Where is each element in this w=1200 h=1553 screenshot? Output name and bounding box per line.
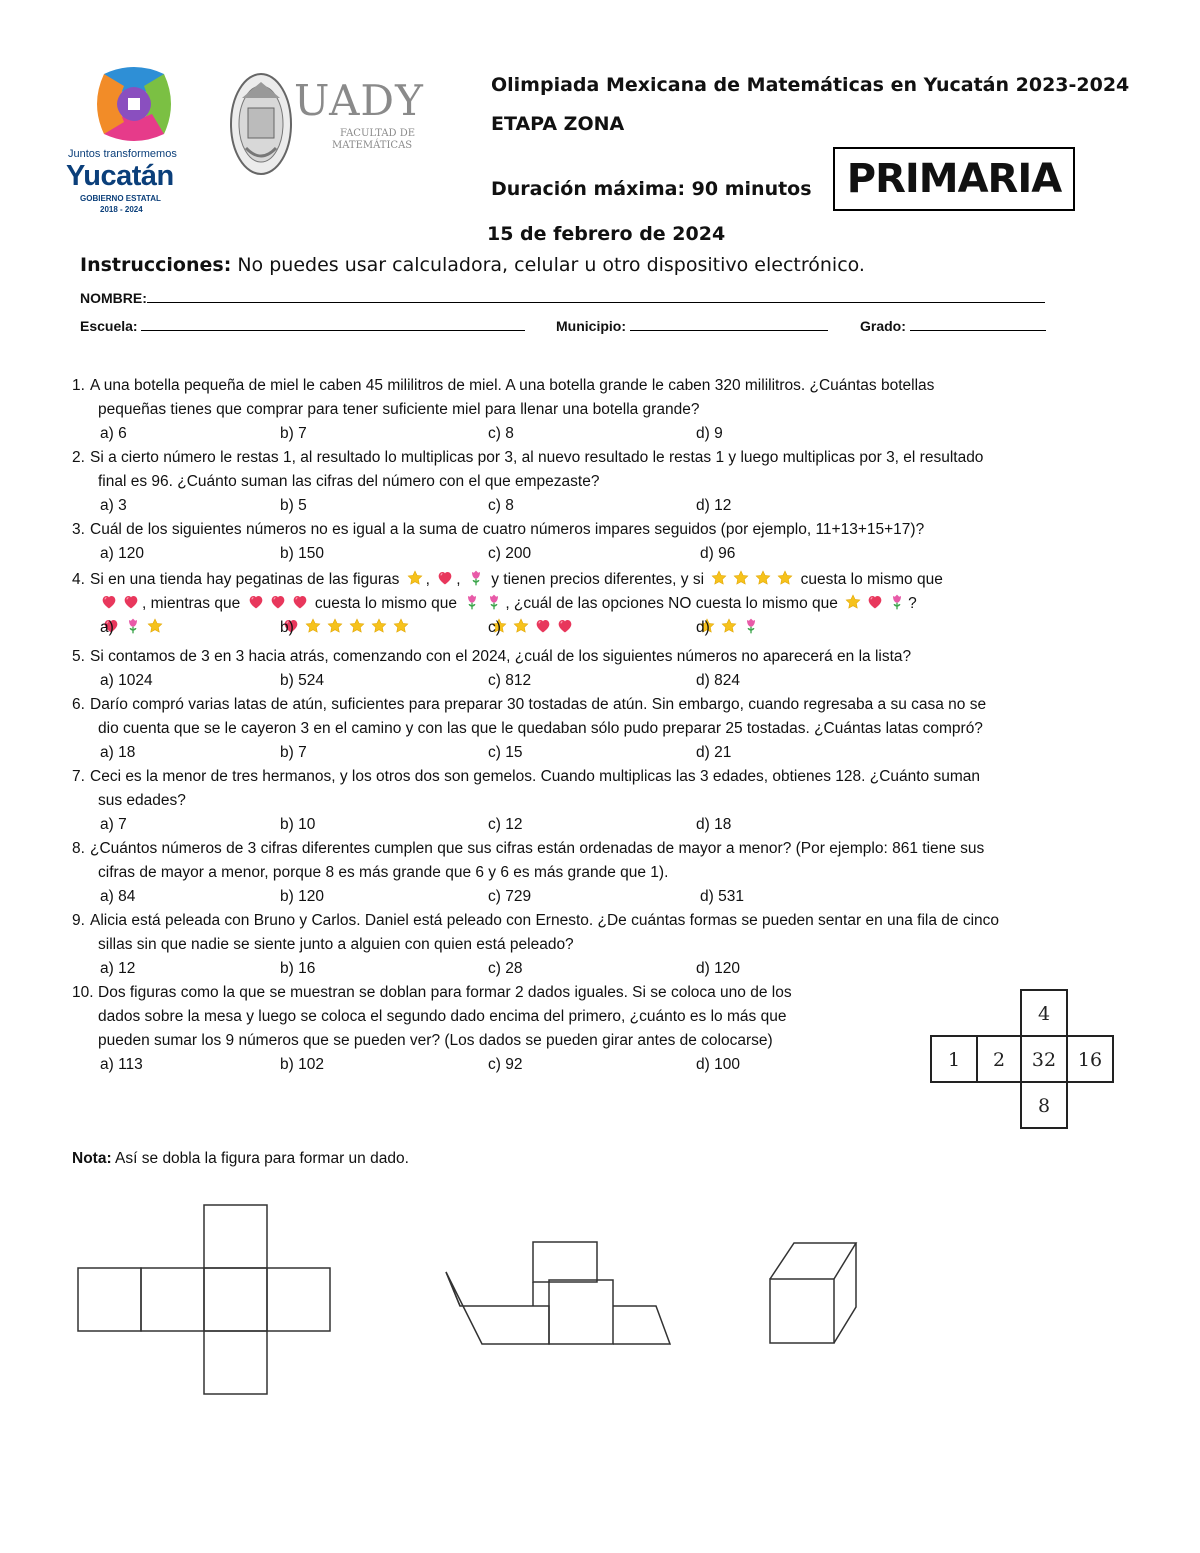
- star-icon: [721, 618, 737, 634]
- option-a[interactable]: a) 12: [100, 960, 136, 977]
- instructions-text: No puedes usar calculadora, celular u otro dispositivo electrónico.: [231, 254, 865, 276]
- note-text: Así se dobla la figura para formar un dado.: [111, 1150, 409, 1167]
- option-b[interactable]: b) 7: [280, 744, 307, 761]
- yucatan-gov: GOBIERNO ESTATAL: [80, 194, 161, 203]
- option-a[interactable]: a) 18: [100, 744, 136, 761]
- question-text: pequeñas tienes que comprar para tener suficiente miel para llenar una botella grande?: [98, 401, 700, 418]
- level-label: PRIMARIA: [846, 156, 1062, 202]
- question-text: Ceci es la menor de tres hermanos, y los otros dos son gemelos. Cuando multiplicas las 3 edades, obtienes 128. ¿Cuánto suman: [90, 768, 981, 785]
- option-c[interactable]: c) 12: [488, 816, 523, 833]
- question-text: pueden sumar los 9 números que se pueden ver? (Los dados se pueden girar antes de colocarse): [98, 1032, 773, 1049]
- flower-icon: [468, 570, 484, 586]
- school-label: Escuela:: [80, 318, 138, 334]
- star-icon: [845, 594, 861, 610]
- question-text: Dos figuras como la que se muestran se doblan para formar 2 dados iguales. Si se coloca uno de los: [98, 984, 792, 1001]
- option-d[interactable]: d) 120: [696, 960, 740, 977]
- star-icon: [305, 618, 321, 634]
- option-d[interactable]: d) 18: [696, 816, 732, 833]
- question-text: dio cuenta que se le cayeron 3 en el camino y con las que le quedaban sólo pudo preparar 25 tostadas. ¿Cuántas latas compró?: [98, 720, 983, 737]
- instructions-label: Instrucciones:: [80, 254, 232, 276]
- flower-icon: [125, 618, 141, 634]
- question-10: [72, 981, 912, 1077]
- option-c[interactable]: c) 8: [488, 425, 514, 442]
- name-label: NOMBRE:: [80, 290, 147, 306]
- folded-cube-diagram: [768, 1241, 860, 1347]
- star-icon: [755, 570, 771, 586]
- die-net-figure: [928, 987, 1118, 1133]
- star-icon: [349, 618, 365, 634]
- question-text: Si a cierto número le restas 1, al resultado lo multiplicas por 3, al nuevo resultado le restas 1 y luego multiplicas por 3, el resultado: [90, 449, 984, 466]
- option-a[interactable]: a) 1024: [100, 672, 153, 689]
- uady-seal-icon: [228, 68, 294, 180]
- heart-icon: [437, 570, 453, 586]
- exam-title: Olimpiada Mexicana de Matemáticas en Yucatán 2023-2024: [491, 74, 1130, 96]
- exam-date: 15 de febrero de 2024: [487, 223, 726, 245]
- yucatan-tagline: Juntos transformemos: [68, 148, 177, 160]
- star-icon: [513, 618, 529, 634]
- star-icon: [711, 570, 727, 586]
- heart-icon: [557, 618, 573, 634]
- question-text: sillas sin que nadie se siente junto a alguien con quien está peleado?: [98, 936, 574, 953]
- option-d[interactable]: d) 96: [700, 545, 736, 562]
- yucatan-name: Yucatán: [66, 160, 174, 192]
- option-b[interactable]: b) 16: [280, 960, 316, 977]
- name-field[interactable]: [80, 290, 1045, 306]
- net-value-bottom: 8: [1037, 1095, 1051, 1117]
- star-icon: [147, 618, 163, 634]
- option-b[interactable]: b) 10: [280, 816, 316, 833]
- option-a[interactable]: a) 7: [100, 816, 127, 833]
- question-6: [72, 693, 1132, 765]
- note-label: Nota:: [72, 1150, 112, 1167]
- option-c[interactable]: c) 812: [488, 672, 532, 689]
- heart-icon: [867, 594, 883, 610]
- question-7: [72, 765, 1132, 837]
- option-b[interactable]: b): [280, 616, 412, 640]
- question-3: [72, 518, 1132, 566]
- star-icon: [407, 570, 423, 586]
- option-b[interactable]: b) 5: [280, 497, 307, 514]
- school-line[interactable]: [141, 318, 525, 331]
- option-c[interactable]: c) 28: [488, 960, 523, 977]
- school-field[interactable]: [80, 318, 525, 334]
- star-icon: [371, 618, 387, 634]
- grade-label: Grado:: [860, 318, 906, 334]
- heart-icon: [292, 594, 308, 610]
- option-b[interactable]: b) 7: [280, 425, 307, 442]
- exam-duration: Duración máxima: 90 minutos: [491, 178, 812, 200]
- option-c[interactable]: c) 8: [488, 497, 514, 514]
- exam-stage: ETAPA ZONA: [491, 113, 625, 135]
- question-text: cifras de mayor a menor, porque 8 es más grande que 6 y 6 es más grande que 1).: [98, 864, 669, 881]
- question-text: , ¿cuál de las opciones NO cuesta lo mismo que: [505, 595, 838, 612]
- question-number: 7.: [72, 768, 85, 785]
- star-icon: [777, 570, 793, 586]
- option-b[interactable]: b) 524: [280, 672, 324, 689]
- uady-faculty-2: MATEMÁTICAS: [332, 140, 413, 151]
- option-a[interactable]: a) 3: [100, 497, 127, 514]
- uady-name: UADY: [294, 76, 424, 125]
- option-a[interactable]: a) 113: [100, 1056, 143, 1073]
- municipality-line[interactable]: [630, 318, 828, 331]
- note: [72, 1150, 409, 1168]
- yucatan-years: 2018 - 2024: [100, 205, 143, 214]
- instructions: [80, 254, 865, 276]
- grade-line[interactable]: [910, 318, 1046, 331]
- municipality-label: Municipio:: [556, 318, 626, 334]
- cube-net-diagram: [76, 1203, 336, 1397]
- option-a[interactable]: a) 6: [100, 425, 127, 442]
- question-number: 3.: [72, 521, 85, 538]
- option-b[interactable]: b) 102: [280, 1056, 324, 1073]
- question-number: 2.: [72, 449, 85, 466]
- level-box: [833, 147, 1075, 211]
- option-d[interactable]: d) 531: [700, 888, 744, 905]
- option-c[interactable]: c) 92: [488, 1056, 523, 1073]
- net-value-right: 16: [1077, 1049, 1103, 1071]
- question-8: [72, 837, 1132, 909]
- question-text: y tienen precios diferentes, y si: [491, 571, 705, 588]
- question-text: sus edades?: [98, 792, 186, 809]
- option-c[interactable]: c): [488, 616, 576, 640]
- option-a[interactable]: a) 120: [100, 545, 144, 562]
- flower-icon: [464, 594, 480, 610]
- question-number: 4.: [72, 571, 85, 588]
- heart-icon: [248, 594, 264, 610]
- question-number: 1.: [72, 377, 85, 394]
- net-value-left: 1: [947, 1049, 961, 1071]
- question-5: [72, 645, 1132, 693]
- star-icon: [327, 618, 343, 634]
- net-value-center: 32: [1031, 1049, 1057, 1071]
- option-d[interactable]: d) 9: [696, 425, 723, 442]
- question-9: [72, 909, 1132, 981]
- yucatan-government-logo: [64, 66, 204, 216]
- question-number: 10.: [72, 984, 94, 1001]
- option-d[interactable]: d) 100: [696, 1056, 740, 1073]
- option-d[interactable]: d) 824: [696, 672, 740, 689]
- question-text: Cuál de los siguientes números no es igual a la suma de cuatro números impares seguidos (por ejemplo, 11+13+15+17)?: [90, 521, 925, 538]
- question-2: [72, 446, 1132, 518]
- star-icon: [393, 618, 409, 634]
- question-number: 9.: [72, 912, 85, 929]
- heart-icon: [101, 594, 117, 610]
- option-d[interactable]: d): [696, 616, 762, 640]
- uady-faculty-1: FACULTAD DE: [340, 128, 416, 139]
- uady-logo: [228, 68, 428, 188]
- heart-icon: [535, 618, 551, 634]
- question-text: Si en una tienda hay pegatinas de las figuras: [90, 571, 400, 588]
- question-text: Darío compró varias latas de atún, suficientes para preparar 30 tostadas de atún. Sin embargo, cuando regresaba a su casa no se: [90, 696, 987, 713]
- question-text: cuesta lo mismo que: [800, 571, 943, 588]
- option-d[interactable]: d) 21: [696, 744, 732, 761]
- question-number: 5.: [72, 648, 85, 665]
- flower-icon: [889, 594, 905, 610]
- question-1: [72, 374, 1132, 446]
- question-number: 8.: [72, 840, 85, 857]
- option-c[interactable]: c) 200: [488, 545, 532, 562]
- question-text: ¿Cuántos números de 3 cifras diferentes cumplen que sus cifras están ordenadas de mayor a menor? (Por ejemplo: 861 tiene sus: [90, 840, 985, 857]
- name-line[interactable]: [147, 290, 1045, 303]
- question-number: 6.: [72, 696, 85, 713]
- net-value-mid-left: 2: [992, 1049, 1006, 1071]
- grade-field[interactable]: [860, 318, 1046, 334]
- question-text: final es 96. ¿Cuánto suman las cifras del número con el que empezaste?: [98, 473, 600, 490]
- option-a[interactable]: a): [100, 616, 166, 640]
- net-value-top: 4: [1037, 1003, 1051, 1025]
- option-c[interactable]: c) 729: [488, 888, 532, 905]
- question-text: dados sobre la mesa y luego se coloca el segundo dado encima del primero, ¿cuánto es lo más que: [98, 1008, 787, 1025]
- question-4: 4. Si en una tienda hay pegatinas de las figuras , , y tienen precios diferentes, y si cuesta lo mismo que , mientras que cuesta lo mismo que , ¿cuál de las opciones NO cuesta lo mismo que ? a) b) c) d): [72, 568, 1132, 640]
- municipality-field[interactable]: [556, 318, 828, 334]
- option-a[interactable]: a) 84: [100, 888, 136, 905]
- heart-icon: [123, 594, 139, 610]
- flower-icon: [743, 618, 759, 634]
- question-text: Si contamos de 3 en 3 hacia atrás, comenzando con el 2024, ¿cuál de los siguientes números no aparecerá en la lista?: [90, 648, 912, 665]
- question-text: , mientras que: [142, 595, 241, 612]
- question-text: cuesta lo mismo que: [314, 595, 457, 612]
- flower-icon: [486, 594, 502, 610]
- heart-icon: [270, 594, 286, 610]
- option-c[interactable]: c) 15: [488, 744, 523, 761]
- question-text: A una botella pequeña de miel le caben 45 mililitros de miel. A una botella grande le caben 320 mililitros. ¿Cuántas botellas: [90, 377, 935, 394]
- option-b[interactable]: b) 150: [280, 545, 324, 562]
- option-d[interactable]: d) 12: [696, 497, 732, 514]
- partially-folded-net-diagram: [444, 1240, 674, 1346]
- question-text: Alicia está peleada con Bruno y Carlos. Daniel está peleado con Ernesto. ¿De cuántas formas se pueden sentar en una fila de cinco: [90, 912, 1000, 929]
- star-icon: [733, 570, 749, 586]
- option-b[interactable]: b) 120: [280, 888, 324, 905]
